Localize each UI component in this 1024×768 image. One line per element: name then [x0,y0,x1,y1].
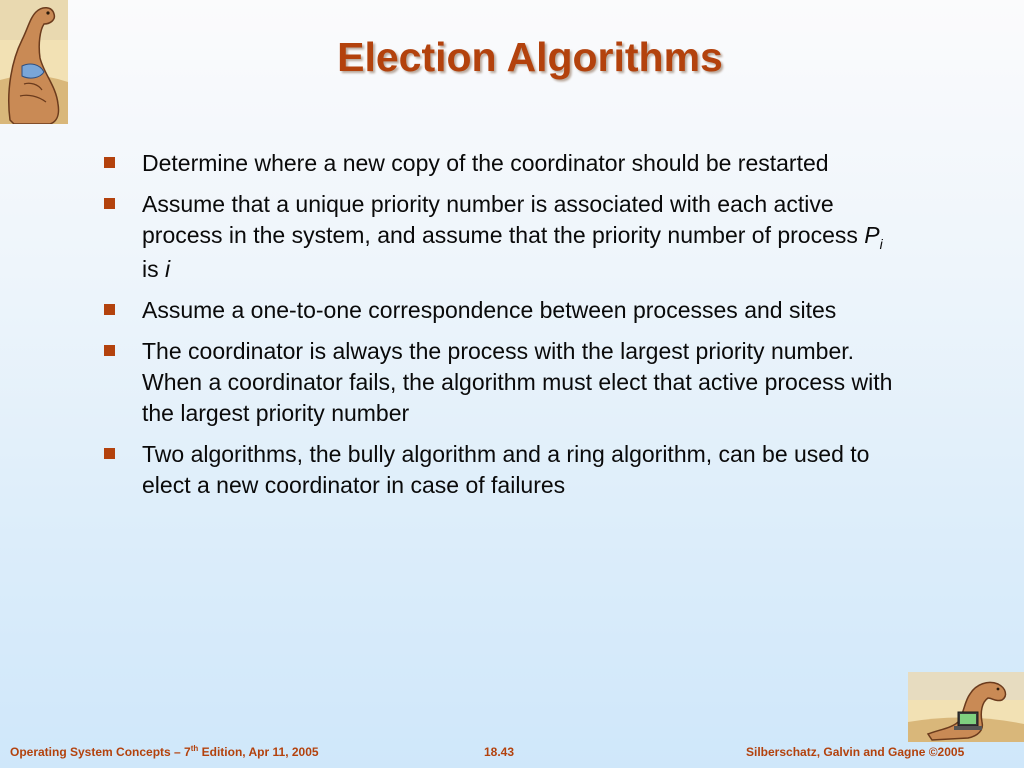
bullet-item [104,295,904,326]
slide-title: Election Algorithms [337,34,723,80]
bullet-text-mid: is [142,256,165,282]
bullet-text: Assume a one-to-one correspondence between processes and sites [142,297,837,323]
dinosaur-laptop-logo-icon [908,672,1024,742]
process-subscript: i [879,236,883,252]
bullet-item [104,189,904,285]
square-bullet-icon [104,304,115,315]
bullet-list [104,148,904,511]
footer-copyright: Silberschatz, Galvin and Gagne ©2005 [746,745,965,759]
square-bullet-icon [104,157,115,168]
footer-book-title: Operating System Concepts – 7th Edition, Apr 11, 2005 [10,744,319,759]
bullet-item [104,439,904,501]
square-bullet-icon [104,448,115,459]
bullet-text: Assume that a unique priority number is associated with each active process in the system, and assume that the priority number of process [142,191,865,248]
bullet-text: The coordinator is always the process with the largest priority number. When a coordinator fails, the algorithm must elect that active process with the largest priority number [142,338,893,426]
square-bullet-icon [104,198,115,209]
footer-page-number: 18.43 [484,745,515,759]
bullet-item [104,336,904,429]
bullet-item [104,148,904,179]
bullet-text: Two algorithms, the bully algorithm and a ring algorithm, can be used to elect a new coordinator in case of failures [142,441,870,498]
process-variable: P [864,222,880,248]
priority-variable: i [165,256,171,282]
bullet-text: Determine where a new copy of the coordinator should be restarted [142,150,829,176]
square-bullet-icon [104,345,115,356]
